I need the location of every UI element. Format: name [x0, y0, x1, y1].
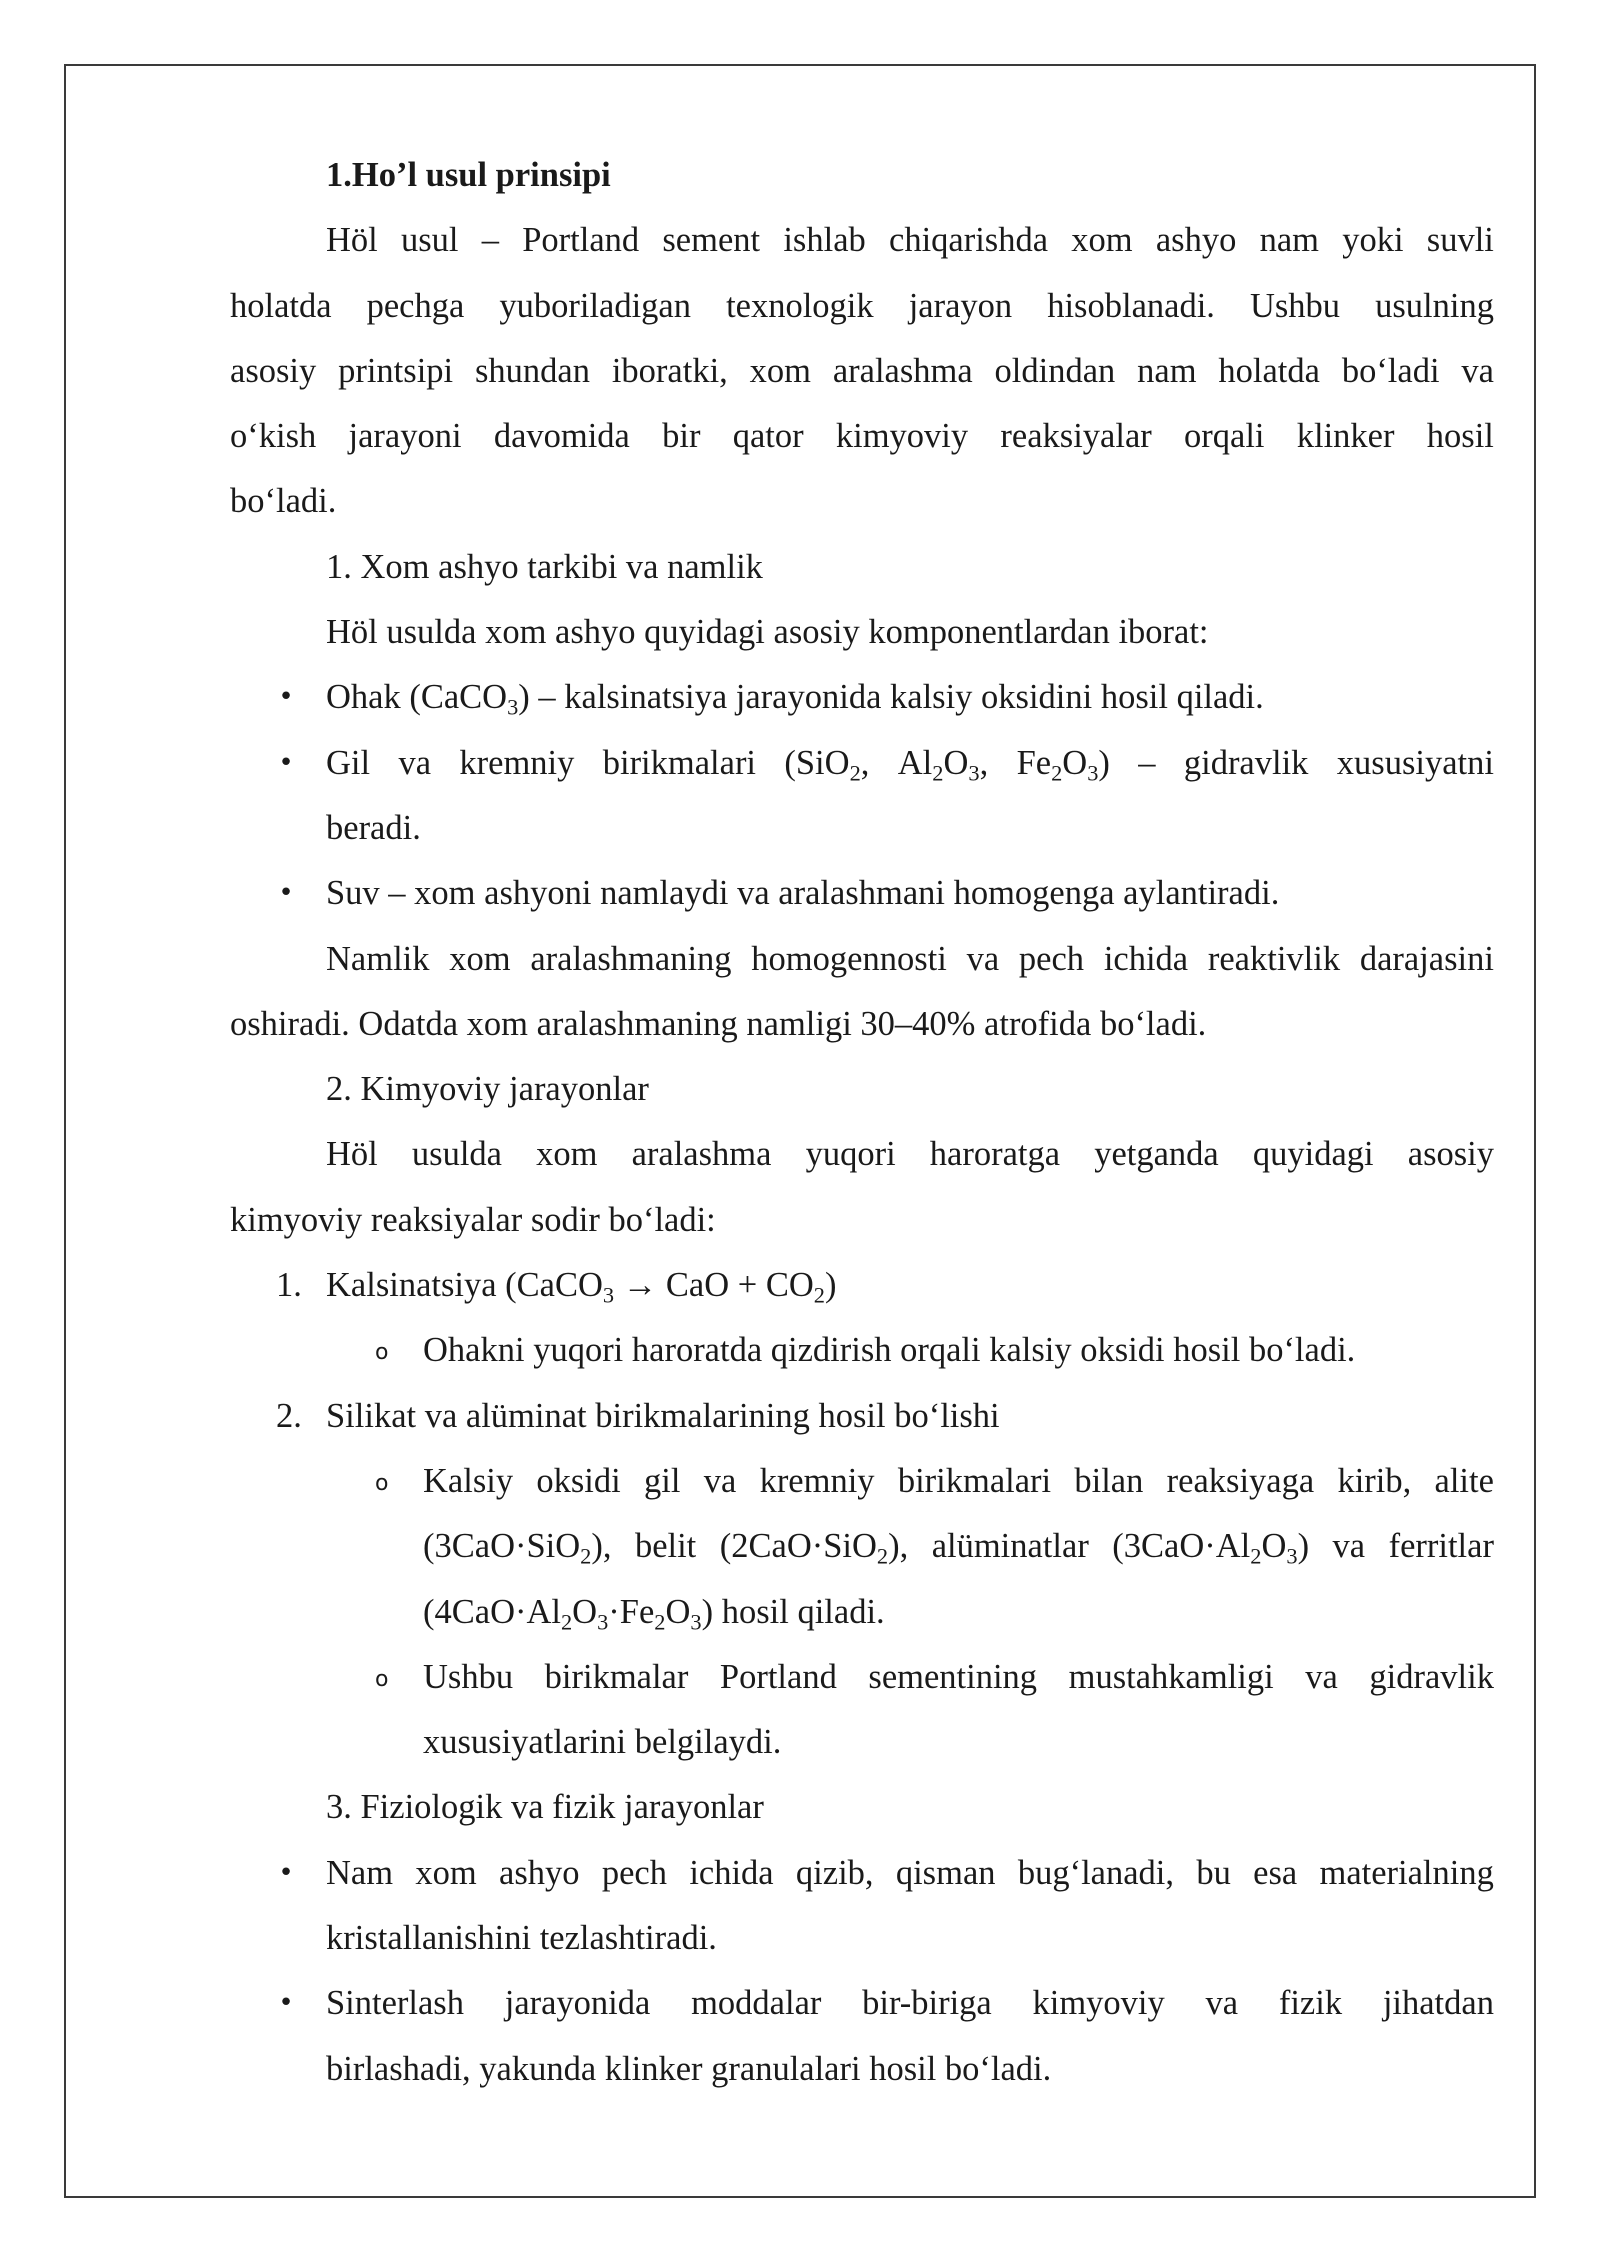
word: jihatdan — [1382, 1984, 1494, 2023]
word: va — [1305, 1657, 1338, 1696]
word: reaktivlik — [1207, 939, 1341, 978]
list-item — [230, 1841, 1494, 1972]
document-body — [230, 143, 1494, 2102]
bullet-icon: • — [278, 1857, 294, 1888]
sub-list-item-text — [423, 1449, 1494, 1514]
word: bir-biriga — [862, 1984, 992, 2023]
word: esa — [1253, 1853, 1298, 1892]
word: fizik — [1278, 1984, 1343, 2023]
sub-list-item-text: $(4CaO\cdot Al_2O_3\cdot Fe_2O_3)$ hosil qiladi. — [423, 1592, 885, 1635]
word: moddalar — [691, 1984, 822, 2023]
word: oldindan — [994, 351, 1116, 390]
word: materialning — [1319, 1853, 1494, 1892]
word: yuqori — [805, 1135, 896, 1174]
subsection-title-3: 3. Fiziologik va fizik jarayonlar — [326, 1788, 764, 1827]
word: Namlik — [326, 939, 430, 978]
word: bir — [662, 417, 701, 456]
section-heading: 1.Ho’l usul prinsipi — [326, 156, 611, 194]
word: haroratga — [929, 1135, 1061, 1174]
word: chiqarishda — [889, 221, 1049, 260]
word: suvli — [1426, 221, 1494, 260]
word: Ushbu — [1249, 286, 1341, 325]
sub-list-item — [230, 1645, 1494, 1776]
circle-bullet-icon: o — [375, 1666, 389, 1692]
word: va — [1461, 351, 1494, 390]
word: jarayon — [908, 286, 1013, 325]
intro-line-5: bo‘ladi. — [230, 482, 337, 521]
numbered-item-text: Kalsinatsiya (CaCO$_3$ → CaO + $CO_2$) — [326, 1266, 837, 1308]
word: davomida — [493, 417, 630, 456]
word: shundan — [474, 351, 590, 390]
bullet-icon: • — [278, 1988, 294, 2019]
list-item — [230, 861, 1494, 926]
sub-list-item-text: xususiyatlarini belgilaydi. — [423, 1723, 782, 1762]
word: nam — [1137, 351, 1197, 390]
word: asosiy — [1407, 1135, 1494, 1174]
list-item-text-cont: kristallanishini tezlashtiradi. — [326, 1919, 717, 1958]
word: Kalsiy — [423, 1461, 514, 1500]
word: hosil — [1426, 417, 1494, 456]
word: va — [1205, 1984, 1239, 2023]
word: – — [1138, 743, 1156, 782]
list-item-text-cont: birlashadi, yakunda klinker granulalari hosil bo‘ladi. — [326, 2049, 1052, 2088]
word: darajasini — [1359, 939, 1494, 978]
list-item — [230, 1971, 1494, 2102]
word: birikmalar — [544, 1657, 689, 1696]
word: birikmalari — [602, 743, 757, 782]
word: holatda — [230, 286, 332, 325]
word: Portland — [719, 1657, 837, 1696]
word: sementining — [868, 1657, 1038, 1696]
word: jarayoni — [348, 417, 462, 456]
word: va — [966, 939, 1000, 978]
item-number: 1. — [276, 1266, 302, 1305]
word: usulda — [411, 1135, 502, 1174]
subsection-lead-1: Höl usulda xom ashyo quyidagi asosiy komponentlardan iborat: — [326, 613, 1209, 652]
word: xom — [749, 351, 811, 390]
bullet-icon: • — [278, 682, 294, 713]
word: va — [703, 1461, 737, 1500]
word: xom — [536, 1135, 598, 1174]
word: Höl — [326, 221, 378, 260]
word: orqali — [1184, 417, 1265, 456]
intro-line-1 — [230, 208, 1494, 273]
word: qator — [732, 417, 804, 456]
intro-line-3 — [230, 339, 1494, 404]
subsection-title-2: 2. Kimyoviy jarayonlar — [326, 1070, 649, 1109]
bullet-icon: • — [278, 747, 294, 778]
word: kremniy — [759, 1461, 875, 1500]
word: pech — [601, 1853, 667, 1892]
sub-list-item-text: (3CaO·SiO$_2$), belit (2CaO·SiO$_2$), alüminatlar $(3CaO\cdot Al_2O_3)$ va ferritlar — [423, 1527, 1494, 1569]
word: va — [398, 743, 432, 782]
word: gil — [644, 1461, 681, 1500]
word: Ushbu — [423, 1657, 514, 1696]
word: reaksiyalar — [1000, 417, 1152, 456]
list-item-text: Ohak (CaCO$_3$) – kalsinatsiya jarayonida kalsiy oksidini hosil qiladi. — [326, 678, 1264, 721]
word: qisman — [895, 1853, 996, 1892]
paragraph-line — [230, 1122, 1494, 1187]
word: aralashmaning — [530, 939, 732, 978]
paragraph-line: kimyoviy reaksiyalar sodir bo‘ladi: — [230, 1200, 716, 1239]
word: klinker — [1296, 417, 1395, 456]
item-number: 2. — [276, 1396, 302, 1435]
word: asosiy — [230, 351, 317, 390]
word: kimyoviy — [835, 417, 969, 456]
word: jarayonida — [504, 1984, 651, 2023]
word: pech — [1018, 939, 1085, 978]
word: nam — [1259, 221, 1319, 260]
sub-list-item — [230, 1318, 1494, 1383]
word: xom — [415, 1853, 477, 1892]
intro-line-2 — [230, 274, 1494, 339]
word: xususiyatni — [1336, 743, 1494, 782]
word: reaksiyaga — [1166, 1461, 1315, 1500]
word: oksidi — [536, 1461, 621, 1500]
list-item-text-cont: beradi. — [326, 808, 421, 847]
word: holatda — [1218, 351, 1320, 390]
word: Sinterlash — [326, 1984, 464, 2023]
word: ichida — [1103, 939, 1189, 978]
word: aralashma — [631, 1135, 772, 1174]
sub-list-item-text — [423, 1645, 1494, 1710]
list-item — [230, 665, 1494, 730]
word: Höl — [326, 1135, 378, 1174]
list-item-text — [326, 1841, 1494, 1906]
word: gidravlik — [1183, 743, 1309, 782]
list-item-text: Gil va kremniy birikmalari (SiO$_2$, $Al_2O_3$, $Fe_2O_3$) – gidravlik xususiyatni — [326, 731, 1494, 796]
word: homogennosti — [751, 939, 947, 978]
word: yuboriladigan — [499, 286, 691, 325]
word: mustahkamligi — [1068, 1657, 1274, 1696]
word: ichida — [689, 1853, 774, 1892]
list-item — [230, 731, 1494, 862]
word: Nam — [326, 1853, 394, 1892]
word: bu — [1196, 1853, 1231, 1892]
paragraph-line — [230, 927, 1494, 992]
sub-list-item-text: Ohakni yuqori haroratda qizdirish orqali kalsiy oksidi hosil bo‘ladi. — [423, 1331, 1356, 1370]
word: – — [481, 221, 499, 260]
list-item-text: Suv – xom ashyoni namlaydi va aralashmani homogenga aylantiradi. — [326, 874, 1280, 913]
word: xom — [449, 939, 511, 978]
numbered-item — [230, 1253, 1494, 1318]
word: ishlab — [783, 221, 866, 260]
circle-bullet-icon: o — [375, 1340, 389, 1366]
word: alite — [1434, 1461, 1494, 1500]
word: birikmalari — [897, 1461, 1052, 1500]
bullet-icon: • — [278, 878, 294, 909]
word: ashyo — [1155, 221, 1237, 260]
word: kremniy — [459, 743, 575, 782]
subsection-title-1: 1. Xom ashyo tarkibi va namlik — [326, 547, 763, 586]
word: bilan — [1074, 1461, 1144, 1500]
numbered-item-text: Silikat va alüminat birikmalarining hosil bo‘lishi — [326, 1396, 1000, 1435]
word: aralashma — [832, 351, 973, 390]
sub-list-item — [230, 1449, 1494, 1645]
intro-line-4 — [230, 404, 1494, 469]
word: sement — [662, 221, 761, 260]
word: o‘kish — [230, 417, 317, 456]
word: xom — [1071, 221, 1133, 260]
word: Portland — [522, 221, 640, 260]
word: hisoblanadi. — [1047, 286, 1215, 325]
word: iboratki, — [611, 351, 728, 390]
word: quyidagi — [1252, 1135, 1374, 1174]
word: pechga — [366, 286, 465, 325]
word: yetganda — [1094, 1135, 1219, 1174]
list-item-text — [326, 1971, 1494, 2036]
word: kirib, — [1337, 1461, 1412, 1500]
word: gidravlik — [1369, 1657, 1494, 1696]
word: usul — [400, 221, 459, 260]
word: bo‘ladi — [1341, 351, 1440, 390]
circle-bullet-icon: o — [375, 1470, 389, 1496]
word: yoki — [1342, 221, 1404, 260]
word: bug‘lanadi, — [1017, 1853, 1174, 1892]
paragraph-line: oshiradi. Odatda xom aralashmaning namligi 30–40% atrofida bo‘ladi. — [230, 1004, 1207, 1043]
word: Gil — [326, 743, 371, 782]
word: printsipi — [338, 351, 454, 390]
word: texnologik — [726, 286, 874, 325]
word: ashyo — [499, 1853, 580, 1892]
word: qizib, — [795, 1853, 874, 1892]
word: kimyoviy — [1032, 1984, 1165, 2023]
word: usulning — [1375, 286, 1494, 325]
numbered-item — [230, 1384, 1494, 1449]
